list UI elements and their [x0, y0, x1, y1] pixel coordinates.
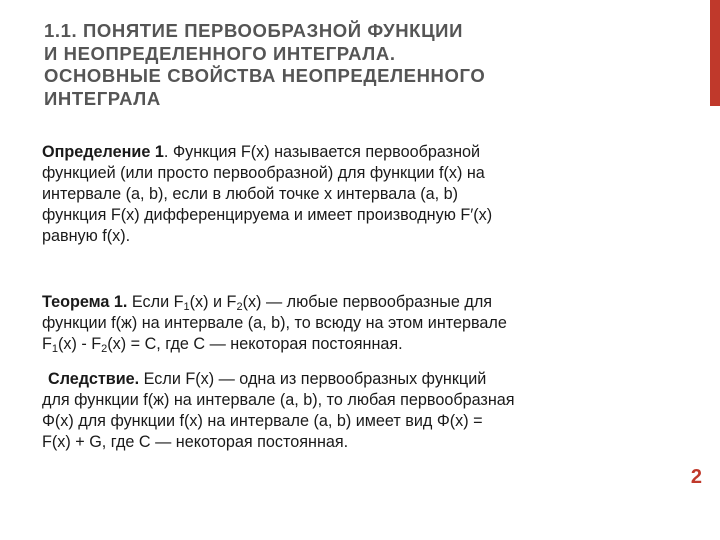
- definition-line-4: функция F(x) дифференцируема и имеет производную F′(x): [42, 206, 493, 224]
- title-line-1: 1.1. ПОНЯТИЕ ПЕРВООБРАЗНОЙ ФУНКЦИИ: [44, 20, 463, 41]
- theorem-line-2: функции f(ж) на интервале (a, b), то всюду на этом интервале: [42, 314, 507, 332]
- definition-line-2: функцией (или просто первообразной) для функции f(x) на: [42, 164, 485, 182]
- theorem-text-3b: (x) - F: [58, 335, 102, 353]
- theorem-text-3a: F: [42, 335, 52, 353]
- theorem-label: Теорема 1.: [42, 293, 128, 311]
- title-line-4: ИНТЕГРАЛА: [44, 87, 161, 109]
- theorem-text-1b: (x) и F: [189, 293, 237, 311]
- title-line-2: И НЕОПРЕДЕЛЕННОГО ИНТЕГРАЛА.: [44, 42, 396, 64]
- accent-bar: [710, 0, 720, 106]
- theorem-text-3c: (x) = C, где C — некоторая постоянная.: [107, 335, 403, 353]
- corollary-text-1: Если F(x) — одна из первообразных функций: [139, 370, 487, 388]
- corollary-line-4: F(x) + G, где C — некоторая постоянная.: [42, 433, 349, 451]
- slide-title: [44, 20, 604, 110]
- corollary-label: Следствие.: [48, 370, 140, 388]
- title-line-3: ОСНОВНЫЕ СВОЙСТВА НЕОПРЕДЕЛЕННОГО: [44, 65, 486, 86]
- theorem-line-3: [42, 334, 642, 355]
- definition-line-3: интервале (a, b), если в любой точке x интервала (a, b): [42, 185, 458, 203]
- theorem-subscript: 1: [51, 343, 59, 355]
- theorem-subscript: 2: [236, 301, 243, 313]
- theorem-subscript: 2: [101, 343, 108, 355]
- definition-block: [42, 142, 642, 247]
- corollary-block: [42, 369, 648, 453]
- definition-text-1: . Функция F(x) называется первообразной: [163, 143, 481, 161]
- theorem-text-1c: (x) — любые первообразные для: [242, 293, 493, 311]
- corollary-line-2: для функции f(ж) на интервале (a, b), то любая первообразная: [42, 391, 515, 409]
- definition-line-5: равную f(x).: [42, 227, 131, 245]
- corollary-line-3: Φ(x) для функции f(x) на интервале (a, b) имеет вид Φ(x) =: [42, 412, 483, 430]
- page-number: 2: [690, 466, 702, 488]
- corollary-line-1: [48, 369, 648, 390]
- theorem-text-1a: Если F: [127, 293, 184, 311]
- theorem-block: [42, 292, 642, 355]
- theorem-subscript: 1: [183, 301, 190, 313]
- definition-line-1: [42, 142, 642, 163]
- definition-label: Определение 1: [42, 143, 164, 161]
- theorem-line-1: [42, 292, 642, 313]
